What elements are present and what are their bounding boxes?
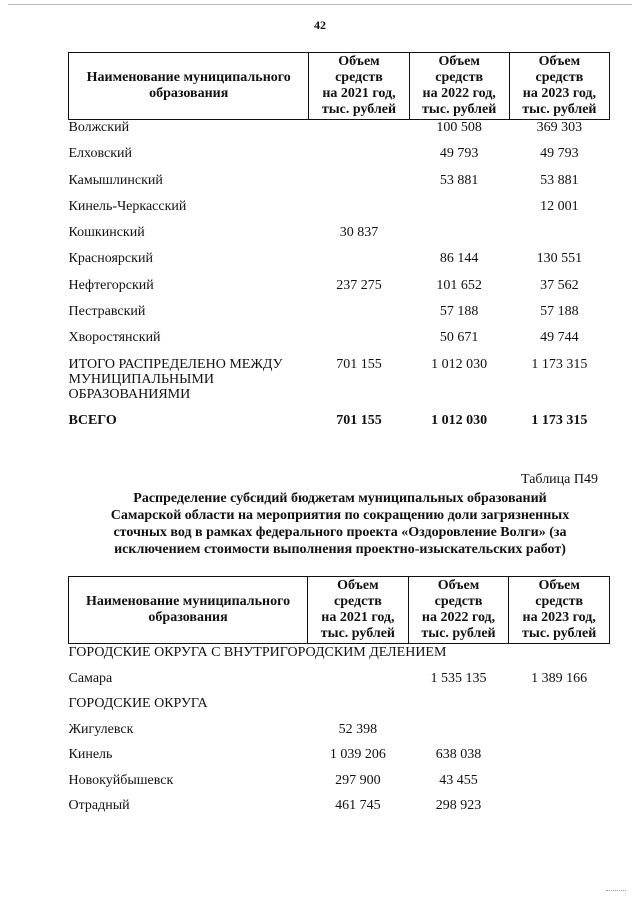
section-title: ГОРОДСКИЕ ОКРУГА С ВНУТРИГОРОДСКИМ ДЕЛЕНИЕМ: [68, 645, 447, 660]
total-2023: 1 173 315: [531, 412, 588, 428]
value-2023: 37 562: [540, 277, 579, 293]
itogo-row: [69, 357, 610, 407]
municipality-name: Самара: [68, 670, 113, 686]
value-2021: [308, 671, 409, 697]
header-line: Объем: [438, 54, 480, 69]
table-row: [69, 120, 610, 147]
value-2021: 297 900: [335, 772, 381, 788]
header-line: средств: [535, 70, 584, 85]
value-2022: 57 188: [439, 304, 479, 320]
value-2022: 638 038: [435, 747, 482, 762]
header-line: средств: [335, 70, 383, 85]
municipality-name: Новокуйбышевск: [68, 772, 174, 788]
municipality-name: Елховский: [68, 146, 133, 162]
value-2022: 86 144: [439, 251, 479, 267]
municipality-name: Жигулевск: [68, 721, 134, 737]
subsidy-table-continued: [68, 52, 610, 441]
value-2021: 1 039 206: [329, 747, 386, 762]
table-row: [69, 722, 610, 748]
value-2022: 50 671: [439, 330, 479, 346]
header-line: на 2023 год,: [522, 86, 597, 101]
table-title-line: Распределение субсидий бюджетам муниципальных образований: [133, 491, 547, 506]
table-row: [69, 225, 610, 251]
value-2021: [309, 304, 409, 330]
value-2023: [509, 722, 610, 748]
header-line: средств: [435, 70, 484, 85]
table-row: [69, 251, 610, 277]
header-line: тыс. рублей: [321, 102, 397, 117]
header-line: на 2022 год,: [422, 86, 496, 101]
itogo-label-line: ИТОГО РАСПРЕДЕЛЕНО МЕЖДУ: [68, 356, 283, 372]
page-number: 42: [314, 18, 326, 32]
header-2023: [509, 53, 609, 120]
value-2022: 1 535 135: [430, 670, 487, 686]
header-line: тыс. рублей: [522, 102, 597, 117]
itogo-label-line: МУНИЦИПАЛЬНЫМИ: [68, 371, 214, 387]
value-2022: 298 923: [435, 798, 482, 813]
value-2023: 49 744: [540, 330, 579, 346]
total-label: ВСЕГО: [68, 412, 117, 428]
header-line: средств: [434, 594, 483, 609]
header-line: средств: [535, 594, 584, 609]
value-2023: 12 001: [540, 198, 579, 214]
header-municipality: Наименование муниципального образования: [69, 577, 308, 644]
itogo-label-line: ОБРАЗОВАНИЯМИ: [68, 386, 191, 402]
value-2022: [409, 199, 509, 225]
header-line: средств: [334, 594, 382, 609]
value-2022: 101 652: [436, 277, 482, 293]
value-2022: 53 881: [439, 172, 479, 188]
value-2023: [509, 773, 610, 799]
section-row: [69, 644, 610, 671]
itogo-2022: 1 012 030: [431, 356, 488, 372]
value-2021: 237 275: [336, 277, 382, 293]
municipality-name: Камышлинский: [68, 172, 163, 188]
table-row: [69, 146, 610, 172]
value-2022: 100 508: [436, 120, 482, 135]
table-caption: Таблица П49: [521, 472, 598, 487]
value-2021: [309, 146, 409, 172]
value-2023: 130 551: [536, 251, 583, 267]
header-2022: [409, 53, 509, 120]
municipality-name: Кошкинский: [68, 225, 145, 241]
header-line: тыс. рублей: [522, 626, 597, 641]
table-row: [69, 747, 610, 773]
value-2023: 49 793: [540, 146, 579, 162]
value-2021: 30 837: [339, 225, 379, 241]
total-row: [69, 407, 610, 441]
header-line: Объем: [337, 578, 379, 593]
itogo-label: [69, 357, 309, 407]
header-municipality: Наименование муниципального образования: [69, 53, 309, 120]
value-2022: [408, 722, 509, 748]
subsidy-table-p49: [68, 576, 610, 824]
municipality-name: Хворостянский: [68, 330, 161, 346]
value-2022: 49 793: [439, 146, 479, 162]
page-top-rule: [8, 4, 632, 5]
table-row: [69, 773, 610, 799]
header-line: Объем: [538, 54, 581, 69]
table-title: [70, 490, 610, 558]
municipality-name: Волжский: [68, 120, 130, 135]
table-title-line: исключением стоимости выполнения проектно-изыскательских работ): [114, 542, 566, 557]
header-line: на 2023 год,: [522, 610, 596, 625]
section-row: [69, 696, 610, 722]
scan-corner-mark: [606, 890, 626, 893]
value-2023: 1 389 166: [531, 670, 588, 686]
header-line: Объем: [437, 578, 480, 593]
header-2021: [308, 577, 409, 644]
value-2023: 369 303: [536, 120, 583, 135]
table-row: [69, 278, 610, 304]
section-title: ГОРОДСКИЕ ОКРУГА: [68, 696, 208, 711]
header-line: Объем: [338, 54, 380, 69]
value-2023: 57 188: [540, 304, 579, 320]
value-2021: [309, 173, 409, 199]
municipality-name: Нефтегорский: [68, 277, 154, 293]
total-2021: 701 155: [336, 412, 382, 428]
header-line: тыс. рублей: [320, 626, 395, 641]
header-2022: [408, 577, 509, 644]
table-row: [69, 199, 610, 225]
header-line: на 2021 год,: [321, 610, 395, 625]
itogo-2021: 701 155: [336, 356, 382, 372]
table-title-line: сточных вод в рамках федерального проекта «Оздоровление Волги» (за: [113, 525, 567, 540]
municipality-name: Пестравский: [68, 304, 146, 320]
header-2021: [309, 53, 409, 120]
table-header-row: [69, 53, 610, 120]
table-title-line: Самарской области на мероприятия по сокращению доли загрязненных: [110, 508, 570, 523]
header-2023: [509, 577, 610, 644]
value-2021: [309, 120, 409, 147]
value-2023: [509, 798, 610, 824]
table-row: [69, 671, 610, 697]
value-2021: [309, 251, 409, 277]
value-2021: [309, 199, 409, 225]
itogo-2023: 1 173 315: [531, 356, 588, 372]
header-line: тыс. рублей: [421, 626, 496, 641]
value-2023: [509, 747, 610, 773]
municipality-name: Отрадный: [68, 798, 130, 813]
value-2021: [309, 330, 409, 356]
table-row: [69, 173, 610, 199]
value-2022: [409, 225, 509, 251]
value-2021: 52 398: [338, 721, 378, 737]
header-line: на 2022 год,: [421, 610, 496, 625]
table-row: [69, 330, 610, 356]
table-row: [69, 798, 610, 824]
value-2023: [509, 225, 609, 251]
value-2021: 461 745: [335, 798, 381, 813]
municipality-name: Кинель: [68, 747, 113, 762]
header-line: на 2021 год,: [322, 86, 396, 101]
value-2023: 53 881: [540, 172, 579, 188]
municipality-name: Красноярский: [68, 251, 153, 267]
header-line: тыс. рублей: [422, 102, 497, 117]
table-row: [69, 304, 610, 330]
municipality-name: Кинель-Черкасский: [68, 198, 187, 214]
header-line: Объем: [538, 578, 580, 593]
value-2022: 43 455: [439, 772, 478, 788]
total-2022: 1 012 030: [431, 412, 488, 428]
table-header-row: [69, 577, 610, 644]
